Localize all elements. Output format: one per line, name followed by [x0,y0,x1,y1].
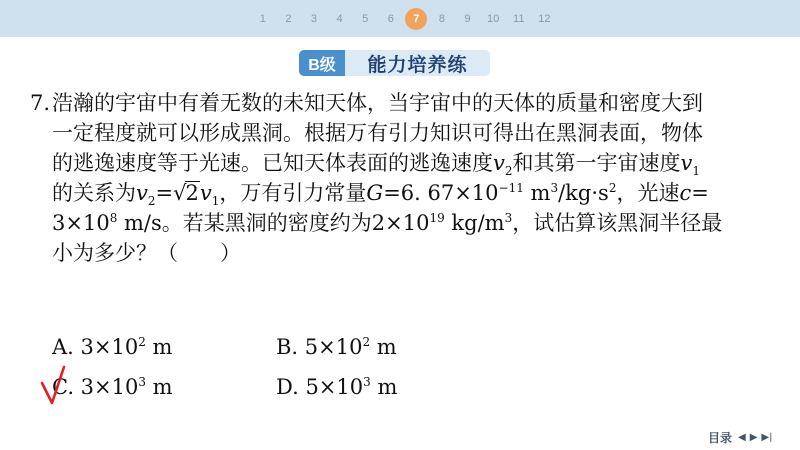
slide-navigation [708,428,772,446]
question-line: 的关系为$v_2=√2v_1$，万有引力常量G=6. $67\times 10^{-11}$ $m^3/kg\cdot s^2$，光速c= [52,181,709,209]
question-line: 一定程度就可以形成黑洞。根据万有引力知识可得出在黑洞表面，物体 [52,121,703,145]
question-line: $3\times 10^8$ m/s。若某黑洞的密度约为$2\times 10^{19}$ $kg/m^3$，试估算该黑洞半径最 [52,211,723,235]
options-row [52,332,652,372]
option-c[interactable]: C. $3\times 10^3$ m [52,375,173,399]
last-page-icon[interactable]: ▶| [761,431,773,443]
check-mark-icon [38,363,70,407]
page-number-12[interactable]: 12 [538,13,551,25]
page-number-list [250,8,557,30]
previous-icon[interactable]: ◀ [738,431,746,443]
page-navigation-bar [0,0,800,37]
sqrt-symbol: √ [173,181,187,205]
page-number-7[interactable]: 7 [405,8,427,30]
option-d[interactable]: D. $5\times 10^3$ m [276,375,398,399]
question-line: 小为多少？（ ） [52,241,241,265]
question-line: 的逃逸速度等于光速。已知天体表面的逃逸速度$v_2$和其第一宇宙速度$v_1$ [52,151,701,179]
section-title: 能力培养练 [345,50,490,76]
page-number-4[interactable]: 4 [336,13,343,25]
level-badge: B级 [299,50,345,76]
page-number-9[interactable]: 9 [464,13,471,25]
table-of-contents-link[interactable]: 目录 [708,430,733,445]
options-row [52,372,652,412]
page-number-6[interactable]: 6 [387,13,394,25]
question-line: 7.浩瀚的宇宙中有着无数的未知天体，当宇宙中的天体的质量和密度大到 [30,88,790,118]
option-b[interactable]: B. $5\times 10^2$ m [276,335,397,359]
question-number: 7. [30,91,51,115]
page-number-11[interactable]: 11 [513,13,525,25]
option-a[interactable]: A. $3\times 10^2$ m [52,335,173,359]
section-banner [299,50,490,76]
page-number-3[interactable]: 3 [310,13,318,25]
next-icon[interactable]: ▶ [749,431,758,443]
page-number-1[interactable]: 1 [259,13,266,25]
question-text [30,88,790,268]
answer-options [52,332,652,412]
page-number-2[interactable]: 2 [285,13,292,25]
page-number-10[interactable]: 10 [487,13,500,25]
page-number-5[interactable]: 5 [362,13,369,25]
sqrt-radicand: 2 [185,181,199,205]
page-number-8[interactable]: 8 [438,13,446,25]
